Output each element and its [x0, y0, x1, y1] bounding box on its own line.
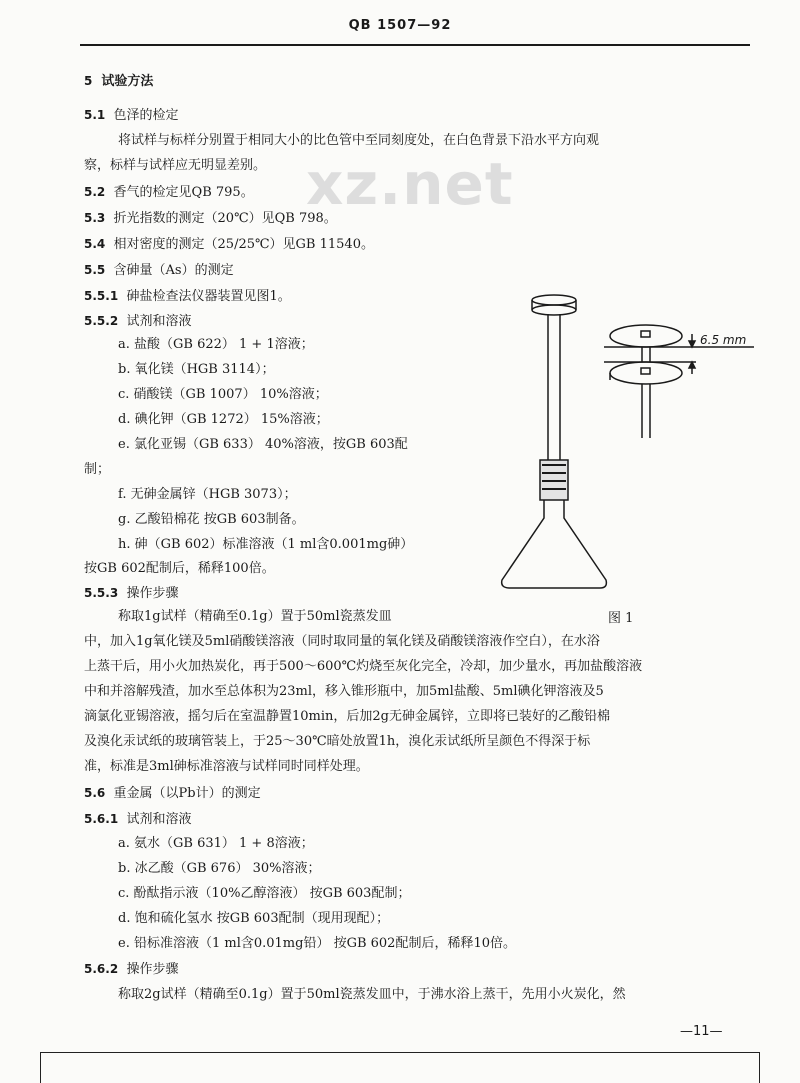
paragraph-line: 中，加入1g氧化镁及5ml硝酸镁溶液（同时取同量的氧化镁及硝酸镁溶液作空白），在水浴	[84, 634, 600, 649]
list-item: e. 铅标准溶液（1 ml含0.01mg铅） 按GB 602配制后，稀释10倍。	[118, 936, 516, 951]
arsenic-apparatus-figure	[496, 288, 786, 594]
header-rule	[80, 44, 750, 46]
list-item: e. 氯化亚锡（GB 633） 40%溶液，按GB 603配	[118, 437, 408, 452]
bottom-frame	[40, 1052, 760, 1083]
list-item: c. 酚酞指示液（10%乙醇溶液） 按GB 603配制；	[118, 886, 411, 901]
section-5-6-heading: 5.6 重金属（以Pb计）的测定	[84, 786, 261, 801]
section-5-5-heading: 5.5 含砷量（As）的测定	[84, 263, 234, 278]
watermark: xz.net	[306, 150, 514, 218]
section-5-4: 5.4 相对密度的测定（25/25℃）见GB 11540。	[84, 237, 374, 252]
paragraph-line: 称取2g试样（精确至0.1g）置于50ml瓷蒸发皿中，于沸水浴上蒸干，先用小火炭化，然	[118, 987, 626, 1002]
list-item: d. 碘化钾（GB 1272） 15%溶液；	[118, 412, 329, 427]
list-item: c. 硝酸镁（GB 1007） 10%溶液；	[118, 387, 328, 402]
paragraph-line: 将试样与标样分别置于相同大小的比色管中至同刻度处，在白色背景下沿水平方向观	[118, 133, 600, 148]
list-item-continuation: 制；	[84, 462, 111, 477]
paragraph-line: 滴氯化亚锡溶液，摇匀后在室温静置10min，后加2g无砷金属锌，立即将已装好的乙酸铅棉	[84, 709, 610, 724]
list-item: a. 盐酸（GB 622） 1 + 1溶液；	[118, 337, 314, 352]
figure-caption: 图 1	[608, 611, 634, 626]
section-5-5-1: 5.5.1 砷盐检查法仪器装置见图1。	[84, 289, 291, 304]
paragraph-line: 中和并溶解残渣，加水至总体积为23ml，移入锥形瓶中，加5ml盐酸、5ml碘化钾溶液及5	[84, 684, 604, 699]
section-5-6-2-heading: 5.6.2 操作步骤	[84, 962, 179, 977]
paragraph-line: 称取1g试样（精确至0.1g）置于50ml瓷蒸发皿	[118, 609, 392, 624]
page-number: —11—	[680, 1024, 723, 1039]
paragraph-line: 及溴化汞试纸的玻璃管装上，于25～30℃暗处放置1h，溴化汞试纸所呈颜色不得深于标	[84, 734, 591, 749]
section-5-6-1-heading: 5.6.1 试剂和溶液	[84, 812, 192, 827]
list-item: g. 乙酸铅棉花 按GB 603制备。	[118, 512, 305, 527]
dimension-label: 6.5 mm	[700, 333, 747, 347]
paragraph-line: 上蒸干后，用小火加热炭化，再于500～600℃灼烧至灰化完全，冷却，加少量水，再加盐酸溶液	[84, 659, 643, 674]
section-5-5-3-heading: 5.5.3 操作步骤	[84, 586, 179, 601]
list-item: b. 氧化镁（HGB 3114）；	[118, 362, 275, 377]
paragraph-line: 准，标准是3ml砷标准溶液与试样同时同样处理。	[84, 759, 369, 774]
section-5-3: 5.3 折光指数的测定（20℃）见QB 798。	[84, 211, 337, 226]
section-5-5-2-heading: 5.5.2 试剂和溶液	[84, 314, 192, 329]
section-5-heading: 5 试验方法	[84, 74, 154, 89]
list-item: b. 冰乙酸（GB 676） 30%溶液；	[118, 861, 321, 876]
paragraph-line: 察，标样与试样应无明显差别。	[84, 158, 267, 173]
section-5-1-heading: 5.1 色泽的检定	[84, 108, 179, 123]
list-item-continuation: 按GB 602配制后，稀释100倍。	[84, 561, 275, 576]
list-item: d. 饱和硫化氢水 按GB 603配制（现用现配）；	[118, 911, 390, 926]
list-item: a. 氨水（GB 631） 1 + 8溶液；	[118, 836, 314, 851]
section-5-2: 5.2 香气的检定见QB 795。	[84, 185, 254, 200]
standard-code-header: QB 1507—92	[348, 18, 452, 33]
list-item: h. 砷（GB 602）标准溶液（1 ml含0.001mg砷）	[118, 537, 414, 552]
list-item: f. 无砷金属锌（HGB 3073）；	[118, 487, 297, 502]
